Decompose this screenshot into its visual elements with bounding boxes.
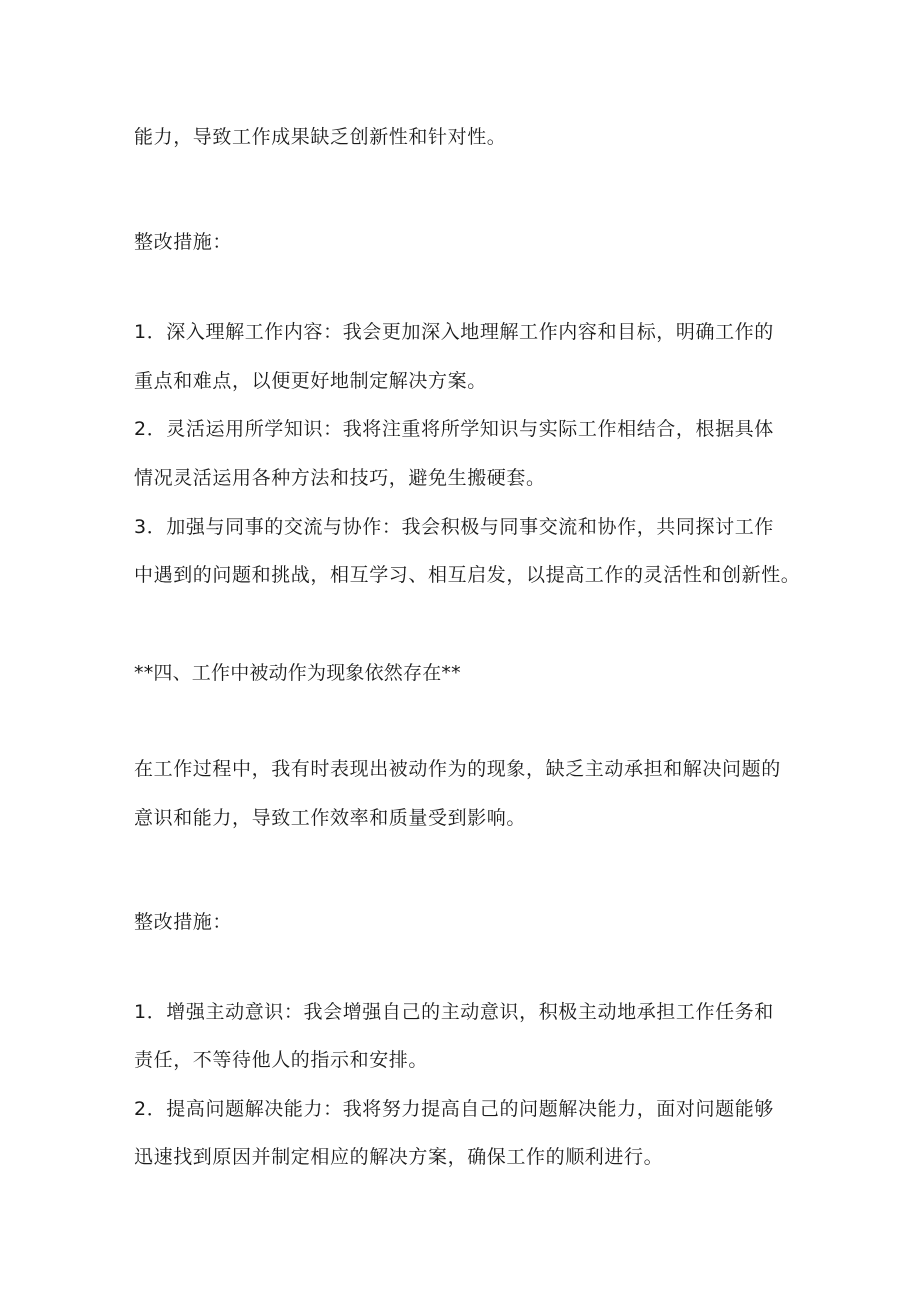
list-item-2-line-2: 情况灵活运用各种方法和技巧，避免生搬硬套。 [134, 467, 546, 489]
section-label-rectification: 整改措施： [134, 231, 233, 253]
paragraph-line: 意识和能力，导致工作效率和质量受到影响。 [134, 807, 527, 829]
list-item-3-line-1: 3．加强与同事的交流与协作：我会积极与同事交流和协作，共同探讨工作 [134, 516, 774, 538]
list-item-3-line-2: 中遇到的问题和挑战，相互学习、相互启发，以提高工作的灵活性和创新性。 [134, 564, 801, 586]
list-item-2-line-1: 2．提高问题解决能力：我将努力提高自己的问题解决能力，面对问题能够 [134, 1098, 774, 1120]
list-item-1-line-1: 1．深入理解工作内容：我会更加深入地理解工作内容和目标，明确工作的 [134, 321, 774, 343]
list-item-1-line-2: 重点和难点，以便更好地制定解决方案。 [134, 370, 487, 392]
paragraph-line: 能力，导致工作成果缺乏创新性和针对性。 [134, 126, 507, 148]
section-label-rectification: 整改措施： [134, 911, 233, 933]
list-item-1-line-2: 责任，不等待他人的指示和安排。 [134, 1049, 429, 1071]
paragraph-line: 在工作过程中，我有时表现出被动作为的现象，缺乏主动承担和解决问题的 [134, 758, 781, 780]
list-item-1-line-1: 1．增强主动意识：我会增强自己的主动意识，积极主动地承担工作任务和 [134, 1001, 774, 1023]
list-item-2-line-1: 2．灵活运用所学知识：我将注重将所学知识与实际工作相结合，根据具体 [134, 418, 774, 440]
section-heading-four: **四、工作中被动作为现象依然存在** [134, 662, 461, 684]
list-item-2-line-2: 迅速找到原因并制定相应的解决方案，确保工作的顺利进行。 [134, 1146, 664, 1168]
